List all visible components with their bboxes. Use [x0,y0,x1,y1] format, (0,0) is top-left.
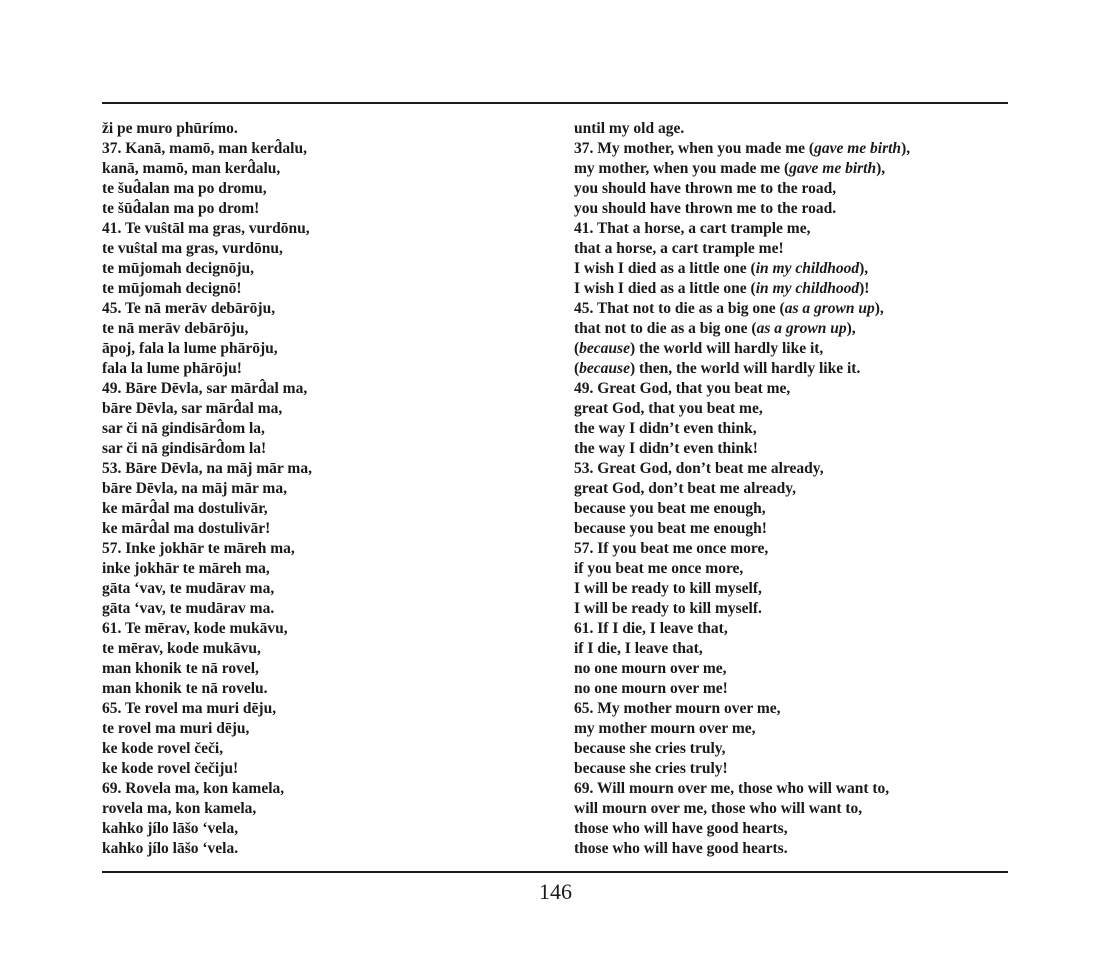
verse-line: gāta ‘vav, te mudārav ma, [102,580,275,597]
verse-line: 57. Inke jokhār te māreh ma, [102,540,295,557]
translation-line [574,779,910,799]
translation-text: I wish I died as a little one ( [574,260,756,277]
verse-line: ži pe muro phūrímo. [102,120,238,137]
translation-line [574,679,910,699]
verse-line: ke mārd̂al ma dostulivār, [102,500,268,517]
translation-line [574,599,910,619]
verse-line: ke kode rovel čečiju! [102,760,239,777]
translation-line [574,319,910,339]
translation-text: ) the world will hardly like it, [629,340,824,357]
verse-line: 41. Te vuŝtāl ma gras, vurdōnu, [102,220,310,237]
verse-line: rovela ma, kon kamela, [102,800,257,817]
verse-line: 65. Te rovel ma muri dēju, [102,700,277,717]
verse-line: te mūjomah decignō! [102,280,242,297]
translation-text: 57. If you beat me once more, [574,540,769,557]
translation-text: because she cries truly! [574,760,728,777]
translation-text: you should have thrown me to the road. [574,200,837,217]
translation-line [574,719,910,739]
translation-line [574,139,910,159]
verse-line: sar či nā gindisārd̂om la, [102,420,265,437]
translation-line [574,459,910,479]
verse-line: bāre Dēvla, sar mārd̂al ma, [102,400,283,417]
translation-text: I will be ready to kill myself, [574,580,762,597]
translation-text: no one mourn over me, [574,660,727,677]
translation-text: great God, don’t beat me already, [574,480,797,497]
translation-text: because you beat me enough! [574,520,767,537]
verse-line: man khonik te nā rovelu. [102,680,268,697]
translation-gloss: in my childhood [755,260,860,277]
translation-text: that not to die as a big one ( [574,320,757,337]
translation-line [574,559,910,579]
translation-text: 69. Will mourn over me, those who will want to, [574,780,890,797]
translation-gloss: in my childhood [755,280,860,297]
verse-line: te vuŝtal ma gras, vurdōnu, [102,240,283,257]
translation-text: 49. Great God, that you beat me, [574,380,791,397]
verse-line: te šūd̂alan ma po drom! [102,200,260,217]
verse-line: inke jokhār te māreh ma, [102,560,270,577]
translation-text: ), [874,300,884,317]
translation-line [574,399,910,419]
translation-line [574,419,910,439]
translation-text: 41. That a horse, a cart trample me, [574,220,811,237]
translation-line [574,639,910,659]
translation-text: great God, that you beat me, [574,400,763,417]
translation-line [574,179,910,199]
translation-text: ), [876,160,886,177]
bottom-rule [102,871,1008,873]
translation-line [574,759,910,779]
translation-text: 53. Great God, don’t beat me already, [574,460,824,477]
translation-gloss: gave me birth [789,160,877,177]
translation-text: )! [859,280,870,297]
translation-text: ), [901,140,911,157]
translation-text: will mourn over me, those who will want to, [574,800,863,817]
translation-text: I wish I died as a little one ( [574,280,756,297]
verse-line: te nā merāv debārōju, [102,320,249,337]
translation-line [574,799,910,819]
translation-text: if I die, I leave that, [574,640,703,657]
verse-line: sar či nā gindisārd̂om la! [102,440,267,457]
translation-text: 65. My mother mourn over me, [574,700,781,717]
translation-text: those who will have good hearts, [574,820,788,837]
translation-line [574,499,910,519]
translation-line [574,519,910,539]
translation-text: 61. If I die, I leave that, [574,620,728,637]
translation-line [574,699,910,719]
translation-text: my mother mourn over me, [574,720,756,737]
top-rule [102,102,1008,104]
verse-line: te mērav, kode mukāvu, [102,640,261,657]
verse-line: 45. Te nā merāv debārōju, [102,300,276,317]
translation-text: ) then, the world will hardly like it. [629,360,861,377]
verse-line: te mūjomah decignōju, [102,260,254,277]
verse-line: kahko jílo lāšo ‘vela, [102,820,239,837]
translation-line [574,439,910,459]
verse-line: fala la lume phārōju! [102,360,242,377]
translation-line [574,479,910,499]
translation-gloss: gave me birth [814,140,902,157]
verse-line: kahko jílo lāšo ‘vela. [102,840,239,857]
verse-line: 69. Rovela ma, kon kamela, [102,780,285,797]
translation-line [574,579,910,599]
translation-text: my mother, when you made me ( [574,160,790,177]
translation-line [574,279,910,299]
translation-text: the way I didn’t even think, [574,420,757,437]
english-translation-column [574,119,910,859]
translation-line [574,379,910,399]
translation-line [574,819,910,839]
translation-line [574,199,910,219]
translation-text: 37. My mother, when you made me ( [574,140,815,157]
translation-line [574,619,910,639]
translation-line [574,299,910,319]
translation-gloss: because [579,340,630,357]
translation-line [574,219,910,239]
translation-text: if you beat me once more, [574,560,744,577]
verse-line: āpoj, fala la lume phārōju, [102,340,278,357]
translation-line [574,839,910,859]
verse-line: ke mārd̂al ma dostulivār! [102,520,271,537]
verse-line: man khonik te nā rovel, [102,660,259,677]
translation-text: because you beat me enough, [574,500,766,517]
translation-line [574,339,910,359]
translation-gloss: as a grown up [756,320,847,337]
translation-line [574,739,910,759]
translation-gloss: because [579,360,630,377]
verse-line: te rovel ma muri dēju, [102,720,250,737]
translation-text: ), [859,260,869,277]
translation-text: because she cries truly, [574,740,726,757]
verse-line: 53. Bāre Dēvla, na māj mār ma, [102,460,312,477]
translation-line [574,119,910,139]
translation-text: no one mourn over me! [574,680,728,697]
verse-line: te šud̂alan ma po dromu, [102,180,267,197]
verse-line: ke kode rovel čeči, [102,740,224,757]
verse-line: 61. Te mērav, kode mukāvu, [102,620,288,637]
romani-text-column [102,119,312,859]
translation-line [574,659,910,679]
translation-text: those who will have good hearts. [574,840,788,857]
translation-text: 45. That not to die as a big one ( [574,300,785,317]
translation-text: I will be ready to kill myself. [574,600,762,617]
translation-line [574,539,910,559]
page-number: 146 [539,879,572,904]
verse-line: 37. Kanā, mamō, man kerd̂alu, [102,140,307,157]
translation-text: the way I didn’t even think! [574,440,758,457]
translation-line [574,159,910,179]
translation-text: ( [574,340,580,357]
translation-text: until my old age. [574,120,685,137]
translation-text: you should have thrown me to the road, [574,180,837,197]
verse-line: kanā, mamō, man kerd̂alu, [102,160,281,177]
verse-line: bāre Dēvla, na māj mār ma, [102,480,287,497]
translation-line [574,239,910,259]
translation-text: ), [846,320,856,337]
translation-text: that a horse, a cart trample me! [574,240,784,257]
verse-line: 49. Bāre Dēvla, sar mārd̂al ma, [102,380,308,397]
translation-line [574,259,910,279]
verse-line: gāta ‘vav, te mudārav ma. [102,600,275,617]
translation-text: ( [574,360,580,377]
translation-gloss: as a grown up [784,300,875,317]
translation-line [574,359,910,379]
